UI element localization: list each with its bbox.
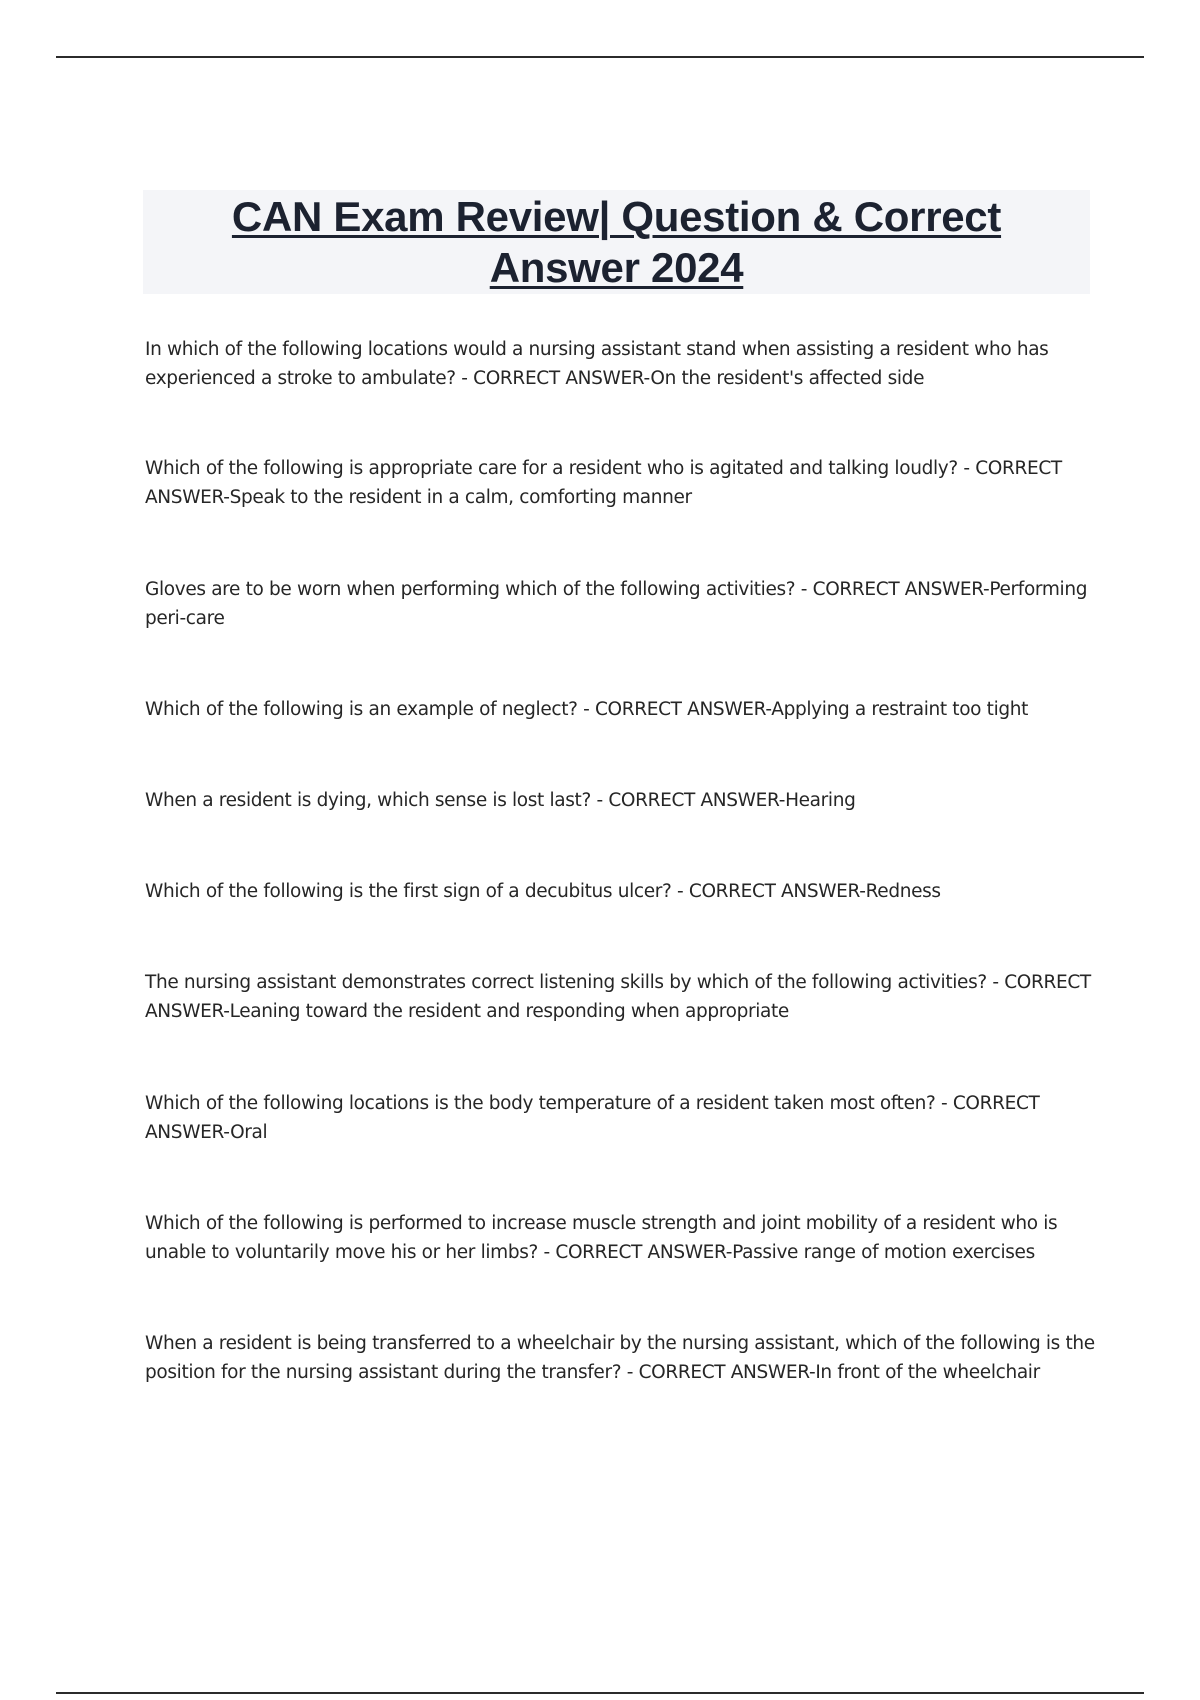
- answer-text: Performing peri-care: [145, 579, 1088, 629]
- qa-item-8: [145, 1089, 1095, 1147]
- question-text: Which of the following is appropriate care for a resident who is agitated and talking loudly?: [145, 458, 958, 479]
- answer-separator: - CORRECT ANSWER-: [537, 1242, 733, 1263]
- qa-item-3: [145, 575, 1095, 633]
- answer-separator: - CORRECT ANSWER-: [795, 579, 990, 600]
- answer-text: In front of the wheelchair: [815, 1362, 1040, 1383]
- answer-text: Speak to the resident in a calm, comforting manner: [229, 487, 692, 508]
- top-rule: [56, 56, 1144, 58]
- answer-text: Hearing: [785, 790, 856, 811]
- answer-separator: - CORRECT ANSWER-: [671, 881, 866, 902]
- answer-separator: - CORRECT ANSWER-: [455, 368, 651, 389]
- qa-item-4: [145, 695, 1095, 724]
- answer-text: Leaning toward the resident and responding when appropriate: [229, 1001, 789, 1022]
- qa-item-7: [145, 968, 1095, 1026]
- question-text: Which of the following is the first sign of a decubitus ulcer?: [145, 881, 672, 902]
- answer-separator: - CORRECT ANSWER-: [145, 1093, 1040, 1143]
- title-line-1: CAN Exam Review| Question & Correct: [231, 193, 1002, 240]
- title-line-2: Answer 2024: [489, 244, 744, 291]
- bottom-rule: [56, 1692, 1144, 1694]
- question-text: Which of the following is performed to increase muscle strength and joint mobility of a resident who is unable to voluntarily move his or her limbs?: [145, 1213, 1058, 1263]
- answer-separator: - CORRECT ANSWER-: [145, 972, 1091, 1022]
- answer-separator: - CORRECT ANSWER-: [577, 699, 772, 720]
- question-text: Which of the following is an example of neglect?: [145, 699, 578, 720]
- question-text: In which of the following locations would a nursing assistant stand when assisting a resident who has experienced a stroke to ambulate?: [145, 339, 1049, 389]
- question-text: Which of the following locations is the body temperature of a resident taken most often?: [145, 1093, 936, 1114]
- qa-item-1: [145, 335, 1095, 393]
- answer-separator: - CORRECT ANSWER-: [621, 1362, 816, 1383]
- answer-text: Passive range of motion exercises: [732, 1242, 1035, 1263]
- answer-text: Oral: [230, 1122, 268, 1143]
- question-text: The nursing assistant demonstrates correct listening skills by which of the following activities?: [145, 972, 987, 993]
- qa-item-5: [145, 786, 1095, 815]
- qa-item-9: [145, 1209, 1095, 1267]
- answer-text: Applying a restraint too tight: [771, 699, 1029, 720]
- qa-item-6: [145, 877, 1095, 906]
- document-title: [143, 190, 1090, 294]
- question-text: When a resident is dying, which sense is lost last?: [145, 790, 591, 811]
- qa-item-2: [145, 454, 1095, 512]
- qa-item-10: [145, 1329, 1095, 1387]
- answer-text: Redness: [865, 881, 941, 902]
- answer-separator: - CORRECT ANSWER-: [590, 790, 786, 811]
- question-text: When a resident is being transferred to a wheelchair by the nursing assistant, which of the following is the position for the nursing assistant during the transfer?: [145, 1333, 1095, 1383]
- question-text: Gloves are to be worn when performing which of the following activities?: [145, 579, 796, 600]
- answer-separator: - CORRECT ANSWER-: [145, 458, 1062, 508]
- answer-text: On the resident's affected side: [650, 368, 925, 389]
